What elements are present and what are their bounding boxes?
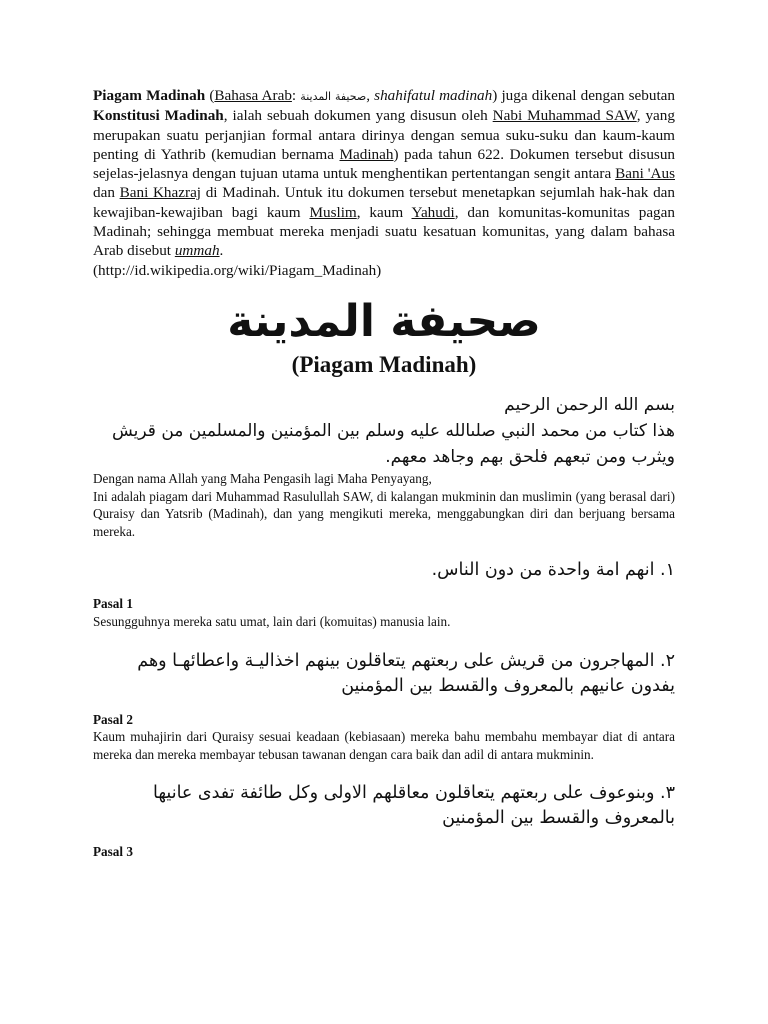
arabic-title: صحيفة المدينة bbox=[227, 295, 541, 347]
preamble-arabic-line-1: هذا كتاب من محمد النبي صلىالله عليه وسلم بين المؤمنين والمسلمين من قريش bbox=[112, 420, 675, 441]
link-yahudi[interactable]: Yahudi bbox=[411, 203, 455, 221]
pasal-3-arabic-line-1: ٣. وبنوعوف على ربعتهم يتعاقلون معاقلهم الاولى وكل طائفة تفدى عانيها bbox=[153, 783, 675, 804]
link-bani-khazraj[interactable]: Bani Khazraj bbox=[119, 184, 202, 202]
latin-title: (Piagam Madinah) bbox=[291, 351, 477, 377]
pasal-1-label: Pasal 1 bbox=[93, 596, 133, 612]
document-page bbox=[93, 86, 675, 861]
pasal-1-arabic: ١. انهم امة واحدة من دون الناس. bbox=[431, 560, 675, 581]
pasal-2-arabic-line-2: يفدون عانيهم بالمعروف والقسط بين المؤمنين bbox=[341, 675, 675, 696]
intro-term: Piagam Madinah bbox=[93, 87, 206, 104]
intro-paragraph: Piagam Madinah (Bahasa Arab: صحيفة المدينة, shahifatul madinah) juga dikenal dengan sebutan Konstitusi Madinah, ialah sebuah dokumen yang disusun oleh Nabi Muhammad SAW, yang merupakan suatu perjanjian formal antara dirinya dengan semua suku-suku dan kaum-kaum penting di Yathrib (kemudian bernama Madinah) pada tahun 622. Dokumen tersebut disusun sejelas-jelasnya dengan tujuan utama untuk menghentikan pertentangan sengit antara Bani 'Aus dan Bani Khazraj di Madinah. Untuk itu dokumen tersebut menetapkan sejumlah hak-hak dan kewajiban-kewajiban bagi kaum Muslim, kaum Yahudi, dan komunitas-komunitas pagan Madinah; sehingga membuat mereka menjadi suatu kesatuan komunitas, yang dalam bahasa Arab disebut ummah. (http://id.wikipedia.org/wiki/Piagam_Madinah) bbox=[93, 87, 676, 279]
pasal-1-text: Sesungguhnya mereka satu umat, lain dari (komuitas) manusia lain. bbox=[93, 613, 451, 629]
link-madinah[interactable]: Madinah bbox=[339, 145, 394, 163]
preamble-translation-1: Dengan nama Allah yang Maha Pengasih lagi Maha Penyayang, bbox=[93, 470, 432, 486]
pasal-2-text: Kaum muhajirin dari Quraisy sesuai keadaan (kebiasaan) mereka bahu membahu membayar diat di antara mereka dan mereka membayar tebusan tawanan dengan cara baik dan adil di antara mukminin. bbox=[93, 729, 675, 762]
source-url: (http://id.wikipedia.org/wiki/Piagam_Madinah) bbox=[93, 261, 382, 279]
link-nabi-muhammad[interactable]: Nabi Muhammad SAW bbox=[492, 107, 637, 125]
transliteration: shahifatul madinah bbox=[374, 87, 493, 104]
preamble-arabic-line-2: ويثرب ومن تبعهم فلحق بهم وجاهد معهم. bbox=[385, 446, 675, 467]
pasal-2-label: Pasal 2 bbox=[93, 711, 133, 727]
arabic-inline-title: صحيفة المدينة bbox=[300, 90, 367, 103]
basmala: بسم الله الرحمن الرحيم bbox=[504, 394, 675, 415]
link-muslim[interactable]: Muslim bbox=[309, 203, 357, 221]
pasal-3-label: Pasal 3 bbox=[93, 844, 133, 860]
link-bahasa-arab[interactable]: Bahasa Arab bbox=[214, 87, 292, 104]
link-ummah[interactable]: ummah bbox=[174, 242, 220, 260]
pasal-3-arabic-line-2: بالمعروف والقسط بين المؤمنين bbox=[442, 808, 675, 829]
preamble-translation-2: Ini adalah piagam dari Muhammad Rasulullah SAW, di kalangan mukminin dan muslimin (yang berasal dari) Quraisy dan Yatsrib (Madinah), dan yang mengikuti mereka, menggabungkan diri dan berjuang bersama mereka. bbox=[93, 488, 675, 539]
pasal-2-arabic-line-1: ٢. المهاجرون من قريش على ربعتهم يتعاقلون بينهم اخذاليـة واعطائهـا وهم bbox=[137, 650, 675, 671]
link-bani-aus[interactable]: Bani 'Aus bbox=[615, 165, 675, 183]
term-konstitusi: Konstitusi Madinah bbox=[93, 107, 224, 125]
